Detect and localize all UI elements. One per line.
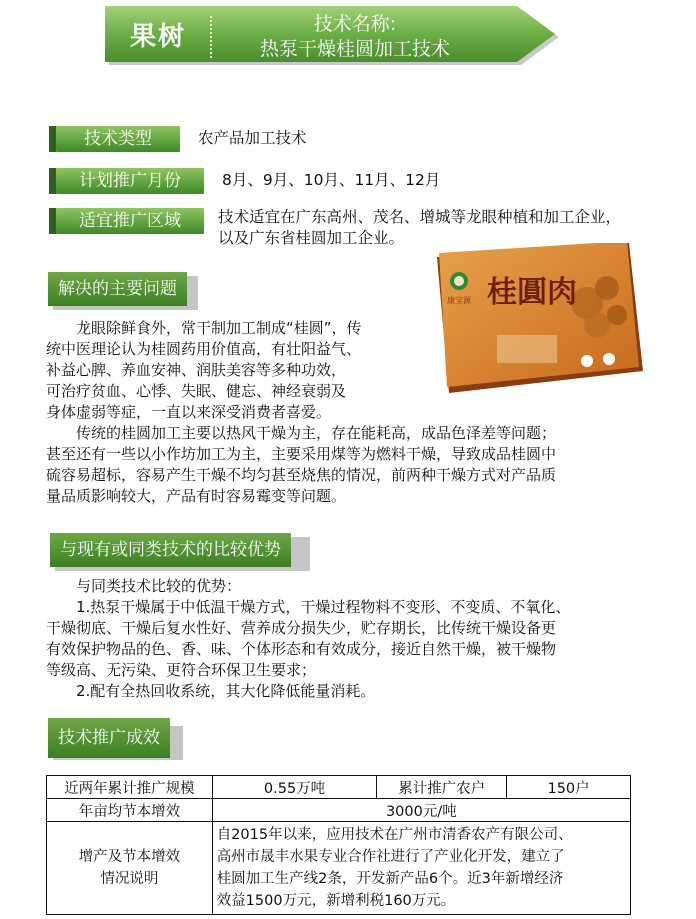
text-line: 与同类技术比较的优势： <box>46 577 242 595</box>
cell-line: 增产及节本增效 <box>78 849 181 865</box>
tech-name <box>215 12 495 62</box>
text-line: 等级高、无污染、更符合环保卫生要求； <box>46 661 317 679</box>
product-box-title: 桂圓肉 <box>487 275 577 310</box>
table-cell: 0.55万吨 <box>212 776 377 799</box>
product-box-brand: 康宝源 <box>447 296 471 305</box>
category-label: 果树 <box>129 22 186 52</box>
text-line: 统中医理论认为桂圆药用价值高，有壮阳益气、 <box>46 340 362 358</box>
banner-divider <box>210 16 212 58</box>
text-line: 量品质影响较大，产品有时容易霉变等问题。 <box>46 487 347 505</box>
text-line: 可治疗贫血、心悸、失眠、健忘、神经衰弱及 <box>46 382 347 400</box>
text-line: 有效保护物品的色、香、味、个体形态和有效成分，接近自然干燥，被干燥物 <box>46 640 557 658</box>
region-value-line1: 技术适宜在广东高州、茂名、增城等龙眼种植和加工企业， <box>218 208 622 226</box>
tag-edge <box>49 126 56 152</box>
problems-heading: 解决的主要问题 <box>48 272 187 306</box>
table-cell: 3000元/吨 <box>212 799 630 822</box>
table-cell: 累计推广农户 <box>377 776 507 799</box>
header-banner <box>103 6 563 68</box>
results-heading: 技术推广成效 <box>48 718 170 758</box>
text-line: 2.配有全热回收系统，其大化降低能量消耗。 <box>46 682 376 700</box>
results-table <box>46 775 631 915</box>
tag-edge <box>49 168 56 194</box>
text-line: 1.热泵干燥属于中低温干燥方式，干燥过程物料不变形、不变质、不氧化、 <box>46 598 571 616</box>
text-line: 传统的桂圆加工主要以热风干燥为主，存在能耗高，成品色泽差等问题； <box>46 424 557 442</box>
table-cell <box>47 822 213 915</box>
cell-line: 桂圆加工生产线2条，开发新产品6个。近3年新增经济 <box>216 871 564 887</box>
table-cell <box>212 822 630 915</box>
text-line: 补益心脾、养血安神、润肤美容等多种功效， <box>46 361 347 379</box>
problems-paragraph-1 <box>46 318 436 423</box>
cell-line: 自2015年以来，应用技术在广州市清香农产有限公司、 <box>216 827 573 843</box>
months-label: 计划推广月份 <box>56 168 204 194</box>
cell-line: 效益1500万元，新增利税160万元。 <box>216 893 456 909</box>
region-label: 适宜推广区域 <box>56 208 204 234</box>
text-line: 身体虚弱等症，一直以来深受消费者喜爱。 <box>46 403 332 421</box>
cell-line: 高州市晟丰水果专业合作社进行了产业化开发，建立了 <box>216 849 565 865</box>
problems-paragraph-2 <box>46 423 646 507</box>
product-box-image <box>437 243 643 393</box>
table-cell: 近两年累计推广规模 <box>47 776 213 799</box>
table-cell: 150户 <box>507 776 631 799</box>
table-row <box>47 822 631 915</box>
advantages-heading: 与现有或同类技术的比较优势 <box>50 533 291 567</box>
tech-name-line2: 热泵干燥桂圆加工技术 <box>259 38 450 60</box>
region-value-line2: 以及广东省桂圆加工企业。 <box>218 229 405 247</box>
text-line: 甚至还有一些以小作坊加工为主，主要采用煤等为燃料干燥，导致成品桂圆中 <box>46 445 557 463</box>
tech-type-label: 技术类型 <box>56 126 180 152</box>
months-value: 8月、9月、10月、11月、12月 <box>222 171 441 189</box>
tech-name-line1: 技术名称: <box>313 13 397 35</box>
table-cell: 年亩均节本增效 <box>47 799 213 822</box>
text-line: 龙眼除鲜食外，常干制加工制成“桂圆”，传 <box>46 319 362 337</box>
cell-line: 情况说明 <box>100 871 159 887</box>
tech-type-value: 农产品加工技术 <box>198 129 307 147</box>
tag-edge <box>49 208 56 234</box>
advantages-paragraph <box>46 576 646 702</box>
table-row <box>47 799 631 822</box>
text-line: 干燥彻底、干燥后复水性好、营养成分损失少，贮存期长，比传统干燥设备更 <box>46 619 557 637</box>
table-row <box>47 776 631 799</box>
text-line: 硫容易超标，容易产生干燥不均匀甚至烧焦的情况，前两种干燥方式对产品质 <box>46 466 557 484</box>
